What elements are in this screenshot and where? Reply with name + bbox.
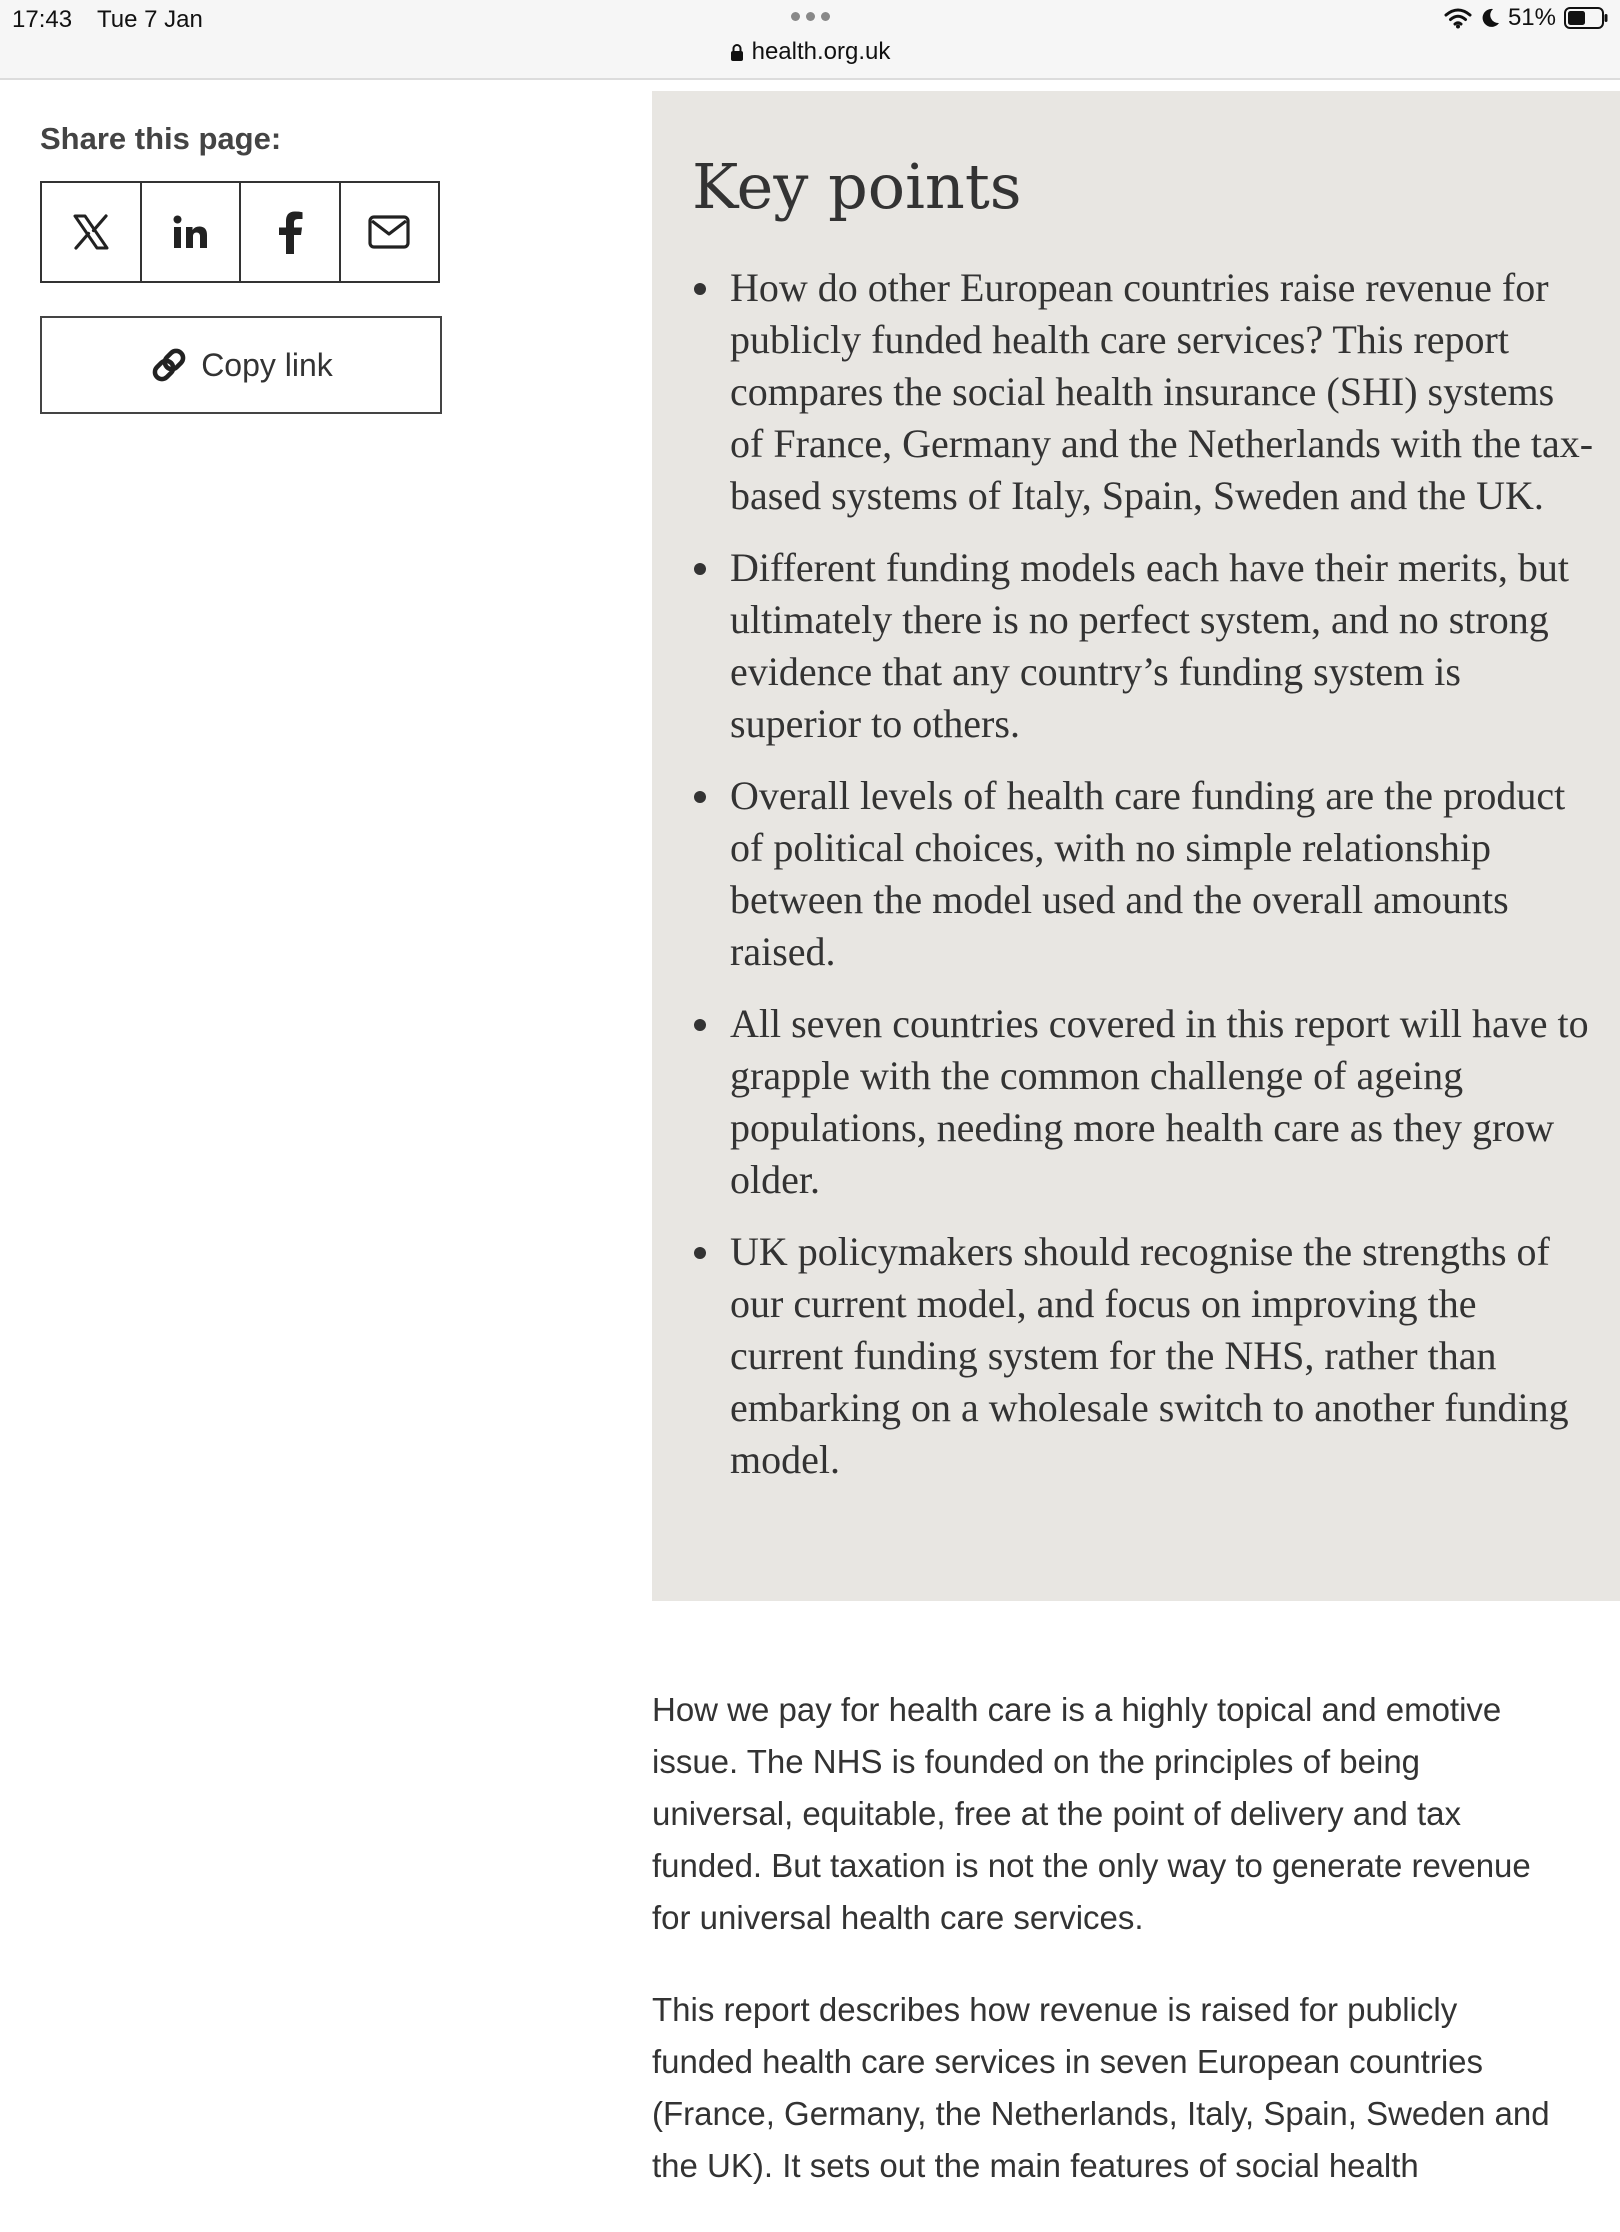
key-point-text: How do other European countries raise revenue for publicly funded health care services? This report compares the social health insurance (SHI) systems of France, Germany and the Netherlands with the tax-based systems of Italy, Spain, Sweden and the UK.: [730, 265, 1594, 519]
email-icon: [368, 215, 410, 249]
key-point-item: [692, 262, 1594, 522]
status-date: Tue 7 Jan: [97, 6, 203, 33]
status-bar: [0, 0, 1620, 80]
bullet-icon: [694, 1019, 706, 1031]
copy-link-button[interactable]: [40, 316, 442, 414]
bullet-icon: [694, 1247, 706, 1259]
battery-icon: [1564, 7, 1608, 29]
key-point-text: Overall levels of health care funding are the product of political choices, with no simple relationship between the model used and the overall amounts raised.: [730, 773, 1566, 975]
key-points-box: [652, 91, 1620, 1601]
key-points-list: [692, 262, 1594, 1486]
body-paragraph: How we pay for health care is a highly topical and emotive issue. The NHS is founded on the principles of being universal, equitable, free at the point of delivery and tax funded. But taxation is not the only way to generate revenue for universal health care services.: [652, 1691, 1531, 1936]
body-paragraph: This report describes how revenue is raised for publicly funded health care services in seven European countries (France, Germany, the Netherlands, Italy, Spain, Sweden and the UK). It sets out the main features of social health: [652, 1991, 1550, 2184]
url-text: health.org.uk: [751, 38, 891, 65]
bullet-icon: [694, 563, 706, 575]
share-facebook-button[interactable]: [241, 183, 341, 281]
key-point-text: All seven countries covered in this report will have to grapple with the common challenge of ageing populations, needing more health care as they grow older.: [730, 1001, 1589, 1203]
facebook-icon: [275, 210, 305, 254]
key-points-title: Key points: [692, 150, 1022, 223]
link-icon: [149, 345, 189, 385]
bullet-icon: [694, 283, 706, 295]
wifi-icon: [1444, 7, 1472, 29]
article-body: [652, 1684, 1552, 2232]
key-point-item: [692, 770, 1594, 978]
share-email-button[interactable]: [341, 183, 439, 281]
key-point-item: [692, 998, 1594, 1206]
linkedin-icon: [170, 212, 210, 252]
moon-icon: [1480, 7, 1500, 29]
copy-link-label: Copy link: [201, 346, 333, 383]
share-x-button[interactable]: [42, 183, 142, 281]
key-point-text: UK policymakers should recognise the strengths of our current model, and focus on improving the current funding system for the NHS, rather than embarking on a wholesale switch to another funding model.: [730, 1229, 1569, 1483]
share-buttons: [40, 181, 440, 283]
bullet-icon: [694, 791, 706, 803]
key-point-item: [692, 542, 1594, 750]
more-options-icon[interactable]: [785, 8, 835, 24]
lock-icon: [730, 43, 744, 61]
key-point-text: Different funding models each have their merits, but ultimately there is no perfect system, and no strong evidence that any country’s funding system is superior to others.: [730, 545, 1570, 747]
share-label: Share this page:: [40, 121, 282, 156]
battery-percent: 51%: [1507, 4, 1556, 31]
share-linkedin-button[interactable]: [142, 183, 242, 281]
status-indicators: [1444, 4, 1608, 32]
x-icon: [71, 212, 111, 252]
address-bar[interactable]: [0, 38, 1620, 66]
status-time: 17:43: [12, 6, 73, 33]
key-point-item: [692, 1226, 1594, 1486]
